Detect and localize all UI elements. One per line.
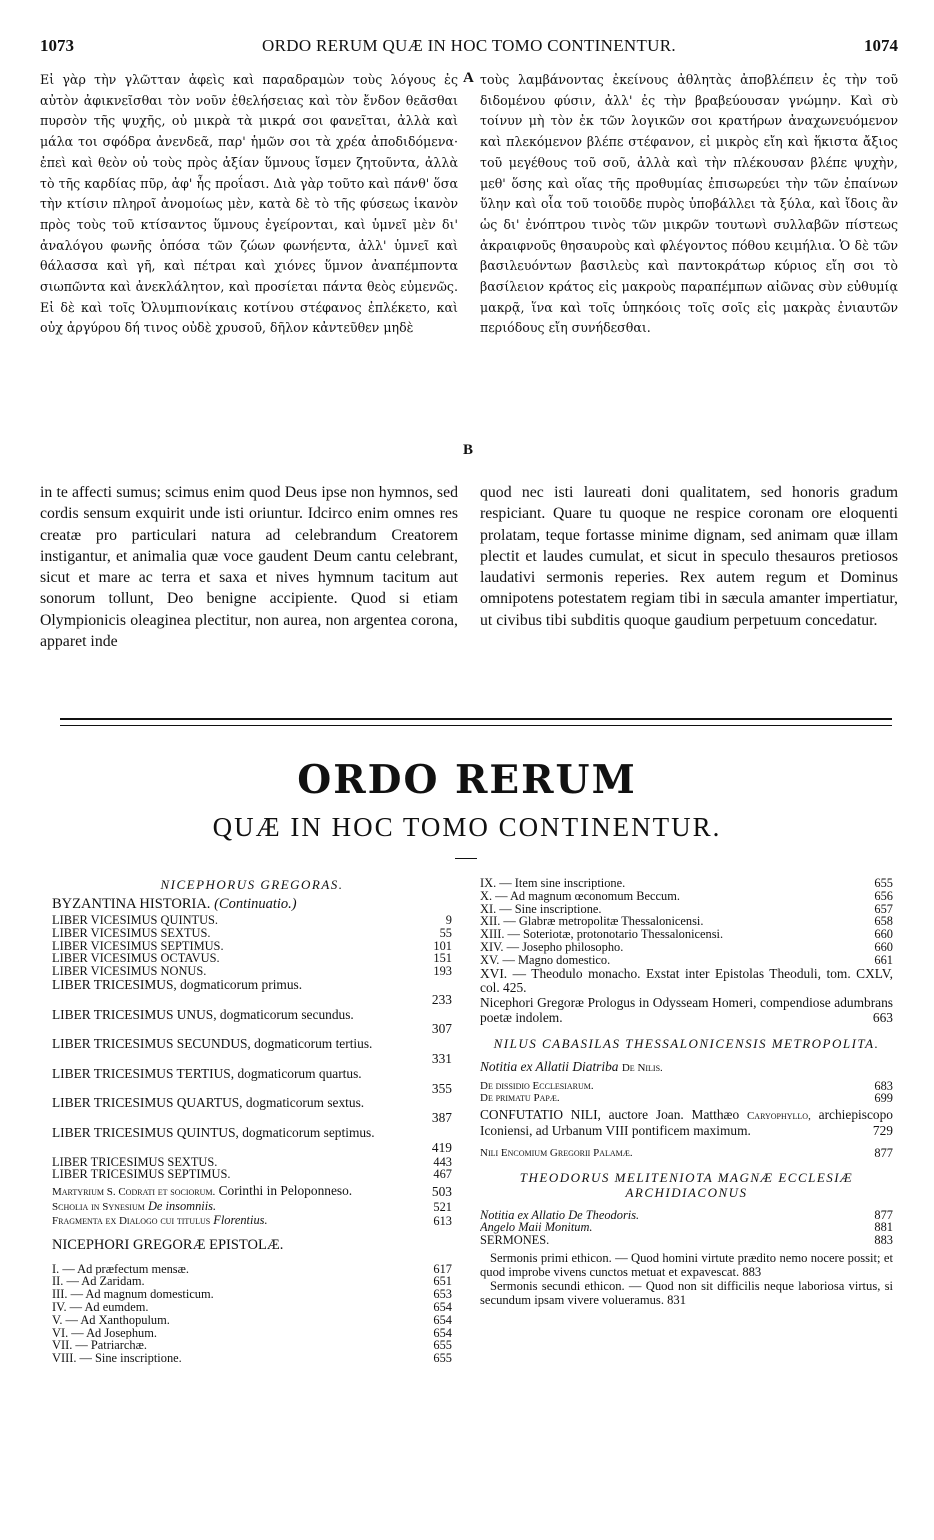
toc-entry-book (52, 1168, 452, 1181)
toc-entry-epistola (52, 1339, 452, 1352)
greek-column-left (40, 70, 458, 339)
toc-entry-epistola (52, 1352, 452, 1365)
page-number-right: 1074 (864, 36, 898, 55)
toc-entry-theodorus-page: 883 (874, 1233, 893, 1248)
toc-entry-epistola-title: V. — Ad Xanthopulum. (52, 1313, 170, 1327)
toc-entry-confutatio (480, 1108, 893, 1139)
toc-entry-epistola (52, 1288, 452, 1301)
martyrium-title: Martyrium S. Codrati et sociorum. (52, 1186, 216, 1199)
toc-entry-epistola-title: X. — Ad magnum œconomum Beccum. (480, 889, 680, 903)
toc-entry-theodorus (480, 1234, 893, 1247)
sermo1-page: 883 (742, 1264, 762, 1279)
historia-note: (Continuatio.) (214, 896, 297, 912)
toc-entry-epistola-page: 661 (874, 952, 893, 967)
confutatio-title: CONFUTATIO NILI, auctore Joan. Matthæo (480, 1107, 740, 1123)
epistolae-heading: NICEPHORI GREGORÆ EPISTOLÆ. (52, 1236, 284, 1253)
toc-entry-epistola (480, 928, 893, 941)
toc-left-column (52, 877, 452, 1365)
running-title: ORDO RERUM QUÆ IN HOC TOMO CONTINENTUR. (262, 36, 676, 55)
toc-entry-epistola (480, 903, 893, 916)
book-title: LIBER TRICESIMUS SEXTUS. (52, 1155, 218, 1169)
toc-right-column (480, 877, 893, 1307)
prologus-page: 663 (872, 1009, 893, 1025)
book-title: LIBER VICESIMUS SEPTIMUS. (52, 939, 224, 953)
toc-entry-epistola-title: VIII. — Sine inscriptione. (52, 1352, 182, 1365)
toc-entry-xvi: XVI. — Theodulo monacho. Exstat inter Epistolas Theoduli, tom. CXLV, col. 425. (480, 965, 893, 996)
nilus-heading: NILUS CABASILAS THESSALONICENSIS METROPOLITA. (493, 1035, 880, 1051)
epistolae-list (52, 1263, 452, 1365)
toc-entry-epistola-title: XV. — Magno domestico. (480, 953, 611, 967)
book-page: 233 (431, 991, 452, 1007)
toc-entry-epistola (52, 1327, 452, 1340)
book-page: 193 (433, 964, 452, 979)
toc-entry-book (52, 1126, 452, 1156)
book-page: 355 (431, 1080, 452, 1096)
fragmenta-work: Florentius. (213, 1213, 268, 1227)
confutatio-author: Caryophyllo, (746, 1110, 811, 1123)
historia-heading-text: BYZANTINA HISTORIA. (52, 896, 211, 912)
toc-entry-epistola-page: 617 (433, 1261, 452, 1276)
toc-entry-epistola-page: 660 (874, 939, 893, 954)
book-title: LIBER TRICESIMUS TERTIUS, dogmaticorum quartus. (52, 1065, 362, 1081)
toc-entry-epistola (52, 1301, 452, 1314)
toc-entry-epistola-page: 657 (874, 901, 893, 916)
toc-entry-theodorus (480, 1209, 893, 1222)
historia-heading (52, 895, 452, 914)
toc-entry-sermo1 (480, 1251, 893, 1279)
martyrium-page: 503 (431, 1184, 452, 1200)
toc-entry-prologus (480, 996, 893, 1026)
toc-entry-theodorus-title: Angelo Maii Monitum. (480, 1221, 593, 1235)
toc-entry-nilus (480, 1092, 893, 1105)
toc-entry-book (52, 927, 452, 940)
confutatio-desc: archiepiscopo Iconiensi, ad Urbanum VIII pontificem maximum. (480, 1107, 893, 1138)
greek-text-right: τοὺς λαμβάνοντας ἐκείνους ἀθλητὰς ἀποβλέπειν ἐς τὴν τοῦ διδομένου φύσιν, ἀλλ' ἐς τὴν βραβεύουσαν γνώμην. Καὶ σὺ τοίνυν μὴ τὸν ἐκ τῶν λογικῶν σοι κρατήρων ἀναχωνευόμενον καὶ πλεκόμενον βλέπε στέφανον, εἰ μικρὸς εἴη καὶ ἥκιστα ἄξιος τοῦ μεγέθους τοῦ σοῦ, ἀλλὰ καὶ τὴν πλέκουσαν βλέπε ψυχὴν, μεθ' ὅσης καὶ οἵας τῆς προθυμίας ἐπισωρεύει τὴν τῶν ἐπαίνων ὕλην καὶ οἷα τοῦ τοιοῦδε πυρὸς ὑποβάλλει τὰ ξύλα, καὶ ἴδοις ἂν ὡς δι' ἐνόπτρου τινὸς τῶν μικρῶν τουτωνὶ συλλαβῶν πίστεως ἀκραιφνοῦς θησαυροὺς καὶ φλέγοντος πόθου κειμήλια. Ὁ δὲ τῶν βασιλευόντων βασιλεὺς καὶ παντοκράτωρ κύριος εἴη σοι τὸ βασίλειον κράτος εἰς μακροὺς παραπέμπων αἰῶνας σὺν εὐθυμίᾳ μακρᾷ, ἵνα καὶ τοῖς ὑπηκόοις τοῖς σοῖς εἰς μακρὰς ἐνιαυτῶν περιόδους εἴη συνήδεσθαι. (480, 72, 898, 336)
latin-text-left: in te affecti sumus; scimus enim quod Deus ipse non hymnos, sed cordis sensum exquirit unde isti oriuntur. Idcirco enim omnes res creatæ pro particulari natura ad celebrandum Creatorem instigantur, et animalia quæ voce gaudent Deum cantu celebrant, sicut et mare ac terra et saxa et nives hymnum tacitum aut sonorum tollunt, Deo benigne accipiente. Quod si etiam Olympionicis oleaginea plectitur, non aurea, non argentea corona, apparet inde (40, 484, 458, 651)
toc-entry-martyrium (52, 1184, 452, 1200)
toc-entry-epistola-title: IV. — Ad eumdem. (52, 1300, 149, 1314)
book-title: LIBER VICESIMUS SEXTUS. (52, 926, 211, 940)
toc-entry-theodorus-title: SERMONES. (480, 1234, 550, 1247)
scholia-page: 521 (433, 1199, 452, 1214)
toc-entry-epistola-title: VII. — Patriarchæ. (52, 1339, 147, 1353)
toc-entry-scholia (52, 1200, 452, 1214)
toc-entry-nilus-title: De primatu Papæ. (480, 1092, 560, 1105)
page-number-left: 1073 (40, 36, 74, 55)
toc-entry-epistola-page: 654 (433, 1299, 452, 1314)
toc-entry-epistola-page: 655 (433, 1338, 452, 1353)
latin-column-right (480, 482, 898, 631)
toc-entry-epistola (52, 1275, 452, 1288)
greek-text-left: Εἰ γὰρ τὴν γλῶτταν ἀφεὶς καὶ παραδραμὼν τοὺς λόγους ἐς αὐτὸν ἀφικνεῖσθαι τὸν νοῦν ἐθελήσειας καὶ τὸν ἔνδον θεᾶσθαι πυρσὸν τῆς ψυχῆς, οὐ μικρὰ τὰ μικρά σοι φανεῖται, ἀλλὰ καὶ μάλα τοι σφόδρα ἀνενδεᾶ, παρ' ἡμῶν σοι τὰ χρέα ἀποδιδόμενα· ἐπεὶ καὶ θεὸν οὐ τοὺς πρὸς ἀξίαν ὕμνους ἴσμεν ζητοῦντα, ἀλλὰ τὸ τῆς καρδίας πῦρ, ἀφ' ἧς προΐασι. Διὰ γὰρ τοῦτο καὶ πάνθ' ὅσα τὴν κτίσιν πληροῖ ἀνομοίως μὲν, κατὰ δὲ τὸ τῆς φύσεως ἱκανὸν πρὸς τοὺς τοῦ κτίσαντος ὕμνους ἐγείρονται, καὶ ὑμνεῖ μὲν δι' ἀναλόγου φωνῆς ὁπόσα τῶν ζώων φωνήεντα, ἀλλ' ὑμνεῖ καὶ θάλασσα καὶ γῆ, καὶ πέτραι καὶ χιόνες ὕμνον ἀναπέμποντα σιωπῶντα καὶ ἀνεκλάλητον, καὶ προσίεται πάντα θεὸς εὐμενῶς. Εἰ δὲ καὶ τοῖς Ὀλυμπιονίκαις κοτίνου στέφανος ἐπλέκετο, καὶ οὐχ ἀργύρου δή τινος οὐδὲ χρυσοῦ, δῆλον κἀντεῦθεν μηδὲ (40, 72, 458, 336)
sermo2-page: 831 (667, 1292, 687, 1307)
margin-mark-a: A (463, 70, 474, 86)
toc-entry-theodorus-title: Notitia ex Allatio De Theodoris. (480, 1208, 640, 1222)
book-page: 443 (433, 1154, 452, 1169)
book-page: 101 (433, 938, 452, 953)
toc-entry-epistola-page: 654 (433, 1312, 452, 1327)
toc-entry-book (52, 1037, 452, 1067)
toc-entry-book (52, 978, 452, 1008)
epistolae-cont-list (480, 877, 893, 967)
title-dash (455, 858, 477, 859)
greek-column-right (480, 70, 898, 339)
toc-entry-epistola-title: XIV. — Josepho philosopho. (480, 940, 624, 954)
toc-entry-book (52, 1008, 452, 1038)
toc-entry-epistola (480, 915, 893, 928)
running-header (40, 36, 898, 58)
book-title: LIBER TRICESIMUS, dogmaticorum primus. (52, 976, 303, 992)
toc-entry-theodorus-page: 877 (874, 1207, 893, 1222)
confutatio-page: 729 (872, 1122, 893, 1138)
book-page: 467 (433, 1167, 452, 1182)
toc-entry-epistola-title: I. — Ad præfectum mensæ. (52, 1262, 189, 1276)
toc-entry-epistola-page: 651 (433, 1274, 452, 1289)
book-title: LIBER TRICESIMUS SEPTIMUS. (52, 1168, 231, 1182)
toc-entry-fragmenta (52, 1214, 452, 1228)
encomium-page: 877 (874, 1145, 893, 1160)
toc-entry-epistola (52, 1263, 452, 1276)
toc-author-heading: NICEPHORUS GREGORAS. (160, 877, 344, 892)
toc-entry-book (52, 1156, 452, 1169)
sermo1-text: Sermonis primi ethicon. — Quod homini virtute prædito nemo nocere possit; et quod improbe vivens cunctos metuat et expavescat. (480, 1250, 893, 1279)
toc-entry-epistola-title: XII. — Glabræ metropolitæ Thessalonicensi. (480, 915, 704, 929)
theodorus-entries-list (480, 1209, 893, 1247)
toc-entry-epistola-title: VI. — Ad Josephum. (52, 1326, 157, 1340)
notitia-work: De Nilis. (621, 1061, 663, 1074)
fragmenta-title: Fragmenta ex Dialogo cui titulus (52, 1214, 211, 1227)
toc-entry-encomium (480, 1147, 893, 1160)
book-title: LIBER TRICESIMUS UNUS, dogmaticorum secundus. (52, 1006, 354, 1022)
toc-entry-epistola-page: 658 (874, 914, 893, 929)
toc-entry-epistola-page: 655 (874, 876, 893, 890)
encomium-title: Nili Encomium Gregorii Palamæ. (480, 1146, 633, 1159)
toc-entry-epistola-title: III. — Ad magnum domesticum. (52, 1288, 214, 1301)
separator-rule-thick (60, 718, 892, 720)
toc-entry-book (52, 940, 452, 953)
notitia-text: Notitia ex Allatii Diatriba (480, 1058, 619, 1074)
book-title: LIBER TRICESIMUS QUARTUS, dogmaticorum sextus. (52, 1095, 365, 1111)
toc-entry-book (52, 952, 452, 965)
toc-entry-epistola (52, 1314, 452, 1327)
book-page: 387 (431, 1110, 452, 1126)
toc-entry-epistola-title: XIII. — Soteriotæ, protonotario Thessalonicensi. (480, 928, 724, 941)
toc-entry-theodorus-page: 881 (874, 1220, 893, 1235)
toc-entry-epistola-page: 654 (433, 1325, 452, 1340)
book-page: 307 (431, 1021, 452, 1037)
book-page: 9 (445, 913, 452, 927)
nilus-entries-list (480, 1080, 893, 1106)
scholia-title: Scholia in Synesium (52, 1200, 145, 1213)
toc-entry-nilus-title: De dissidio Ecclesiarum. (480, 1079, 594, 1092)
toc-entry-sermo2 (480, 1279, 893, 1307)
toc-entry-nilus-page: 683 (874, 1078, 893, 1093)
toc-entry-epistola-title: II. — Ad Zaridam. (52, 1275, 145, 1289)
nilus-notitia (480, 1060, 893, 1076)
toc-entry-epistola (480, 890, 893, 903)
toc-entry-theodorus (480, 1221, 893, 1234)
book-page: 331 (431, 1050, 452, 1066)
prologus-title: Nicephori Gregoræ Prologus in Odysseam Homeri, compendiose adumbrans poetæ indolem. (480, 995, 893, 1025)
toc-entry-epistola (480, 877, 893, 890)
book-title: LIBER VICESIMUS QUINTUS. (52, 914, 219, 927)
book-title: LIBER TRICESIMUS QUINTUS, dogmaticorum septimus. (52, 1124, 375, 1140)
toc-entry-epistola (480, 954, 893, 967)
toc-entry-epistola-page: 660 (874, 927, 893, 942)
toc-entry-epistola-title: IX. — Item sine inscriptione. (480, 877, 626, 890)
separator-rule-thin (60, 725, 892, 726)
theodorus-heading: THEODORUS MELITENIOTA MAGNÆ ECCLESIÆ ARCHIDIACONUS (519, 1169, 854, 1200)
book-title: LIBER VICESIMUS OCTAVUS. (52, 952, 220, 966)
toc-entry-book (52, 914, 452, 927)
martyrium-place: Corinthi in Peloponneso. (218, 1183, 353, 1199)
main-subtitle: QUÆ IN HOC TOMO CONTINENTUR. (212, 812, 722, 842)
fragmenta-page: 613 (433, 1213, 452, 1228)
latin-text-right: quod nec isti laureati doni qualitatem, sed honoris gradum respiciant. Quare tu quoque ne respice coronam ore eloquenti prolatam, teque fortasse minime dignam, sed animam quæ illam plectit et laudes cumulat, et sicut in speculo thesauros pretiosos laudativi sermonis reperies. Rex autem regum et Dominus omnipotens potestatem regiam tibi in sæcula amanter impertiatur, ut civibus tibi subditis quoque gaudium perpetuum concedatur. (480, 484, 898, 629)
book-page: 419 (431, 1139, 452, 1155)
toc-entry-epistola (480, 941, 893, 954)
margin-mark-b: B (463, 442, 474, 458)
toc-entry-epistola-page: 656 (874, 888, 893, 903)
latin-column-left (40, 482, 458, 652)
toc-entry-nilus-page: 699 (874, 1091, 893, 1106)
book-title: LIBER TRICESIMUS SECUNDUS, dogmaticorum tertius. (52, 1036, 373, 1052)
toc-entry-nilus (480, 1080, 893, 1093)
toc-entry-epistola-title: XI. — Sine inscriptione. (480, 902, 602, 916)
scholia-work: De insomniis. (147, 1199, 217, 1213)
book-page: 151 (433, 951, 452, 966)
books-list (52, 914, 452, 1181)
sermo2-text: Sermonis secundi ethicon. — Quod non sit difficilis neque laboriosa virtus, si secundum ipsam vivere volueramus. (480, 1278, 893, 1307)
book-page: 55 (439, 925, 452, 940)
book-title: LIBER VICESIMUS NONUS. (52, 965, 207, 978)
toc-entry-epistola-page: 655 (433, 1351, 452, 1366)
toc-entry-book (52, 1096, 452, 1126)
toc-entry-book (52, 1067, 452, 1097)
main-title: ORDO RERUM (297, 757, 637, 803)
toc-entry-epistola-page: 653 (433, 1287, 452, 1302)
